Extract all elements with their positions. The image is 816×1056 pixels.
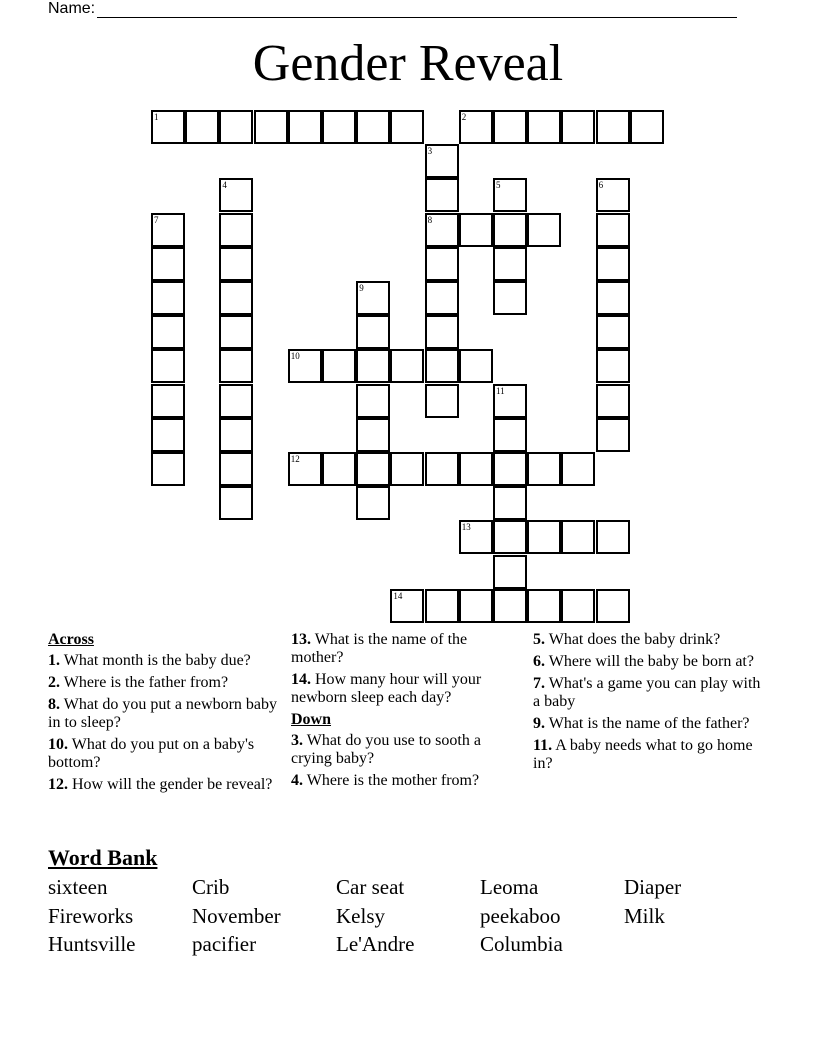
grid-cell[interactable] xyxy=(493,452,527,486)
clue-number: 11 xyxy=(496,385,505,396)
grid-cell[interactable] xyxy=(596,520,630,554)
grid-cell[interactable] xyxy=(596,384,630,418)
grid-cell[interactable] xyxy=(425,213,459,247)
clue-number: 2 xyxy=(461,112,467,122)
grid-cell[interactable] xyxy=(425,384,459,418)
word-bank-item: Milk xyxy=(624,903,665,928)
grid-cell[interactable] xyxy=(151,349,185,383)
grid-cell[interactable] xyxy=(425,281,459,315)
clue-across-13: 13. What is the name of the mother? xyxy=(291,631,468,666)
word-bank-item: Kelsy xyxy=(336,903,385,928)
grid-cell[interactable] xyxy=(219,384,253,418)
clue-down-7: 7. What's a game you can play with a baby xyxy=(533,675,761,710)
clue-column-2 xyxy=(291,631,521,794)
grid-cell[interactable] xyxy=(425,178,459,212)
clue-across-12: 12. How will the gender be reveal? xyxy=(48,776,273,793)
word-bank-title: Word Bank xyxy=(48,845,158,870)
grid-cell[interactable] xyxy=(561,520,595,554)
grid-cell[interactable] xyxy=(151,213,185,247)
clue-number: 12 xyxy=(290,454,300,464)
word-bank-item: Crib xyxy=(192,875,230,899)
grid-cell[interactable] xyxy=(596,281,630,315)
grid-cell[interactable] xyxy=(596,247,630,281)
clue-across-10: 10. What do you put on a baby's bottom? xyxy=(48,736,255,771)
grid-cell[interactable] xyxy=(527,110,561,144)
grid-cell[interactable] xyxy=(356,110,390,144)
clue-number: 8 xyxy=(427,214,433,225)
grid-cell[interactable] xyxy=(425,589,459,623)
grid-cell[interactable] xyxy=(459,589,493,623)
grid-cell[interactable] xyxy=(459,349,493,383)
clue-down-5: 5. What does the baby drink? xyxy=(533,631,721,648)
name-label: Name: xyxy=(48,0,96,17)
name-underline xyxy=(97,3,737,18)
grid-cell[interactable] xyxy=(390,589,424,623)
grid-cell[interactable] xyxy=(493,555,527,589)
grid-cell[interactable] xyxy=(425,315,459,349)
grid-cell[interactable] xyxy=(390,452,424,486)
grid-cell[interactable] xyxy=(425,247,459,281)
grid-cell[interactable] xyxy=(493,418,527,452)
grid-cell[interactable] xyxy=(219,418,253,452)
grid-cell[interactable] xyxy=(596,418,630,452)
grid-cell[interactable] xyxy=(219,315,253,349)
grid-cell[interactable] xyxy=(459,110,493,144)
grid-cell[interactable] xyxy=(527,520,561,554)
clue-down-11: 11. A baby needs what to go home in? xyxy=(533,737,753,772)
grid-cell[interactable] xyxy=(527,452,561,486)
grid-cell[interactable] xyxy=(322,349,356,383)
down-heading: Down xyxy=(291,711,332,728)
grid-cell[interactable] xyxy=(390,349,424,383)
word-bank-item: Car seat xyxy=(336,875,405,899)
name-field[interactable] xyxy=(48,0,748,18)
grid-cell[interactable] xyxy=(561,589,595,623)
clue-number: 5 xyxy=(496,180,501,191)
clue-number: 13 xyxy=(461,522,471,533)
grid-cell[interactable] xyxy=(356,418,390,452)
clue-across-1: 1. What month is the baby due? xyxy=(48,652,251,669)
grid-cell[interactable] xyxy=(596,110,630,144)
grid-cell[interactable] xyxy=(527,213,561,247)
word-bank-item: Leoma xyxy=(480,875,539,899)
grid-cell[interactable] xyxy=(356,486,390,520)
grid-cell[interactable] xyxy=(561,110,595,144)
grid-cell[interactable] xyxy=(425,349,459,383)
clue-column-1 xyxy=(48,631,278,798)
word-bank-item: sixteen xyxy=(48,875,108,899)
grid-cell[interactable] xyxy=(493,384,527,418)
grid-cell[interactable] xyxy=(596,213,630,247)
clue-down-6: 6. Where will the baby be born at? xyxy=(533,653,754,670)
grid-cell[interactable] xyxy=(493,178,527,212)
grid-cell[interactable] xyxy=(596,178,630,212)
word-bank-item: peekaboo xyxy=(480,903,561,928)
grid-cell[interactable] xyxy=(630,110,664,144)
grid-cell[interactable] xyxy=(288,110,322,144)
grid-cell[interactable] xyxy=(322,452,356,486)
grid-cell[interactable] xyxy=(493,486,527,520)
clue-number: 9 xyxy=(359,283,364,293)
grid-cell[interactable] xyxy=(219,452,253,486)
clue-number: 4 xyxy=(222,180,227,191)
word-bank-item: Columbia xyxy=(480,932,563,956)
grid-cell[interactable] xyxy=(322,110,356,144)
grid-cell[interactable] xyxy=(459,520,493,554)
grid-cell[interactable] xyxy=(356,315,390,349)
grid-cell[interactable] xyxy=(151,452,185,486)
grid-cell[interactable] xyxy=(219,110,253,144)
grid-cell[interactable] xyxy=(493,589,527,623)
grid-cell[interactable] xyxy=(493,247,527,281)
clue-number: 1 xyxy=(154,112,159,122)
word-bank-item: Le'Andre xyxy=(336,932,415,956)
word-bank-item: pacifier xyxy=(192,932,257,956)
grid-cell[interactable] xyxy=(356,349,390,383)
clue-column-3 xyxy=(533,631,763,777)
word-bank-item: Diaper xyxy=(624,875,682,899)
grid-cell[interactable] xyxy=(288,349,322,383)
grid-cell[interactable] xyxy=(561,452,595,486)
grid-cell[interactable] xyxy=(356,281,390,315)
grid-cell[interactable] xyxy=(493,281,527,315)
clue-number: 6 xyxy=(598,180,604,191)
clue-across-8: 8. What do you put a newborn baby in to sleep? xyxy=(48,696,277,731)
grid-cell[interactable] xyxy=(527,589,561,623)
grid-cell[interactable] xyxy=(219,178,253,212)
grid-cell[interactable] xyxy=(219,247,253,281)
clue-across-14: 14. How many hour will your newborn sleep each day? xyxy=(291,671,482,706)
grid-cell[interactable] xyxy=(288,452,322,486)
grid-cell[interactable] xyxy=(459,452,493,486)
clue-down-3: 3. What do you use to sooth a crying baby? xyxy=(291,732,481,767)
grid-cell[interactable] xyxy=(151,315,185,349)
clue-number: 14 xyxy=(393,590,403,601)
grid-cell[interactable] xyxy=(219,349,253,383)
grid-cell[interactable] xyxy=(425,452,459,486)
across-heading: Across xyxy=(48,631,94,648)
grid-cell[interactable] xyxy=(254,110,288,144)
grid-cell[interactable] xyxy=(425,144,459,178)
clue-number: 10 xyxy=(290,351,300,362)
grid-cell[interactable] xyxy=(151,281,185,315)
grid-cell[interactable] xyxy=(356,452,390,486)
word-bank-item: November xyxy=(192,903,281,928)
word-bank-item: Fireworks xyxy=(48,903,134,928)
grid-cell[interactable] xyxy=(151,247,185,281)
word-bank-item: Huntsville xyxy=(48,932,136,956)
clue-number: 3 xyxy=(427,146,433,157)
grid-cell[interactable] xyxy=(596,349,630,383)
grid-cell[interactable] xyxy=(185,110,219,144)
grid-cell[interactable] xyxy=(219,281,253,315)
grid-cell[interactable] xyxy=(493,110,527,144)
clue-across-2: 2. Where is the father from? xyxy=(48,674,229,691)
clue-down-4: 4. Where is the mother from? xyxy=(291,772,480,789)
grid-cell[interactable] xyxy=(390,110,424,144)
grid-cell[interactable] xyxy=(356,384,390,418)
word-bank xyxy=(48,874,768,960)
grid-cell[interactable] xyxy=(151,384,185,418)
grid-cell[interactable] xyxy=(493,520,527,554)
grid-cell[interactable] xyxy=(596,589,630,623)
grid-cell[interactable] xyxy=(493,213,527,247)
clue-down-9: 9. What is the name of the father? xyxy=(533,715,750,732)
page-title: Gender Reveal xyxy=(252,35,564,92)
grid-cell[interactable] xyxy=(151,110,185,144)
grid-cell[interactable] xyxy=(459,213,493,247)
clue-number: 7 xyxy=(154,214,159,225)
grid-cell[interactable] xyxy=(219,486,253,520)
grid-cell[interactable] xyxy=(596,315,630,349)
grid-cell[interactable] xyxy=(219,213,253,247)
grid-cell[interactable] xyxy=(151,418,185,452)
